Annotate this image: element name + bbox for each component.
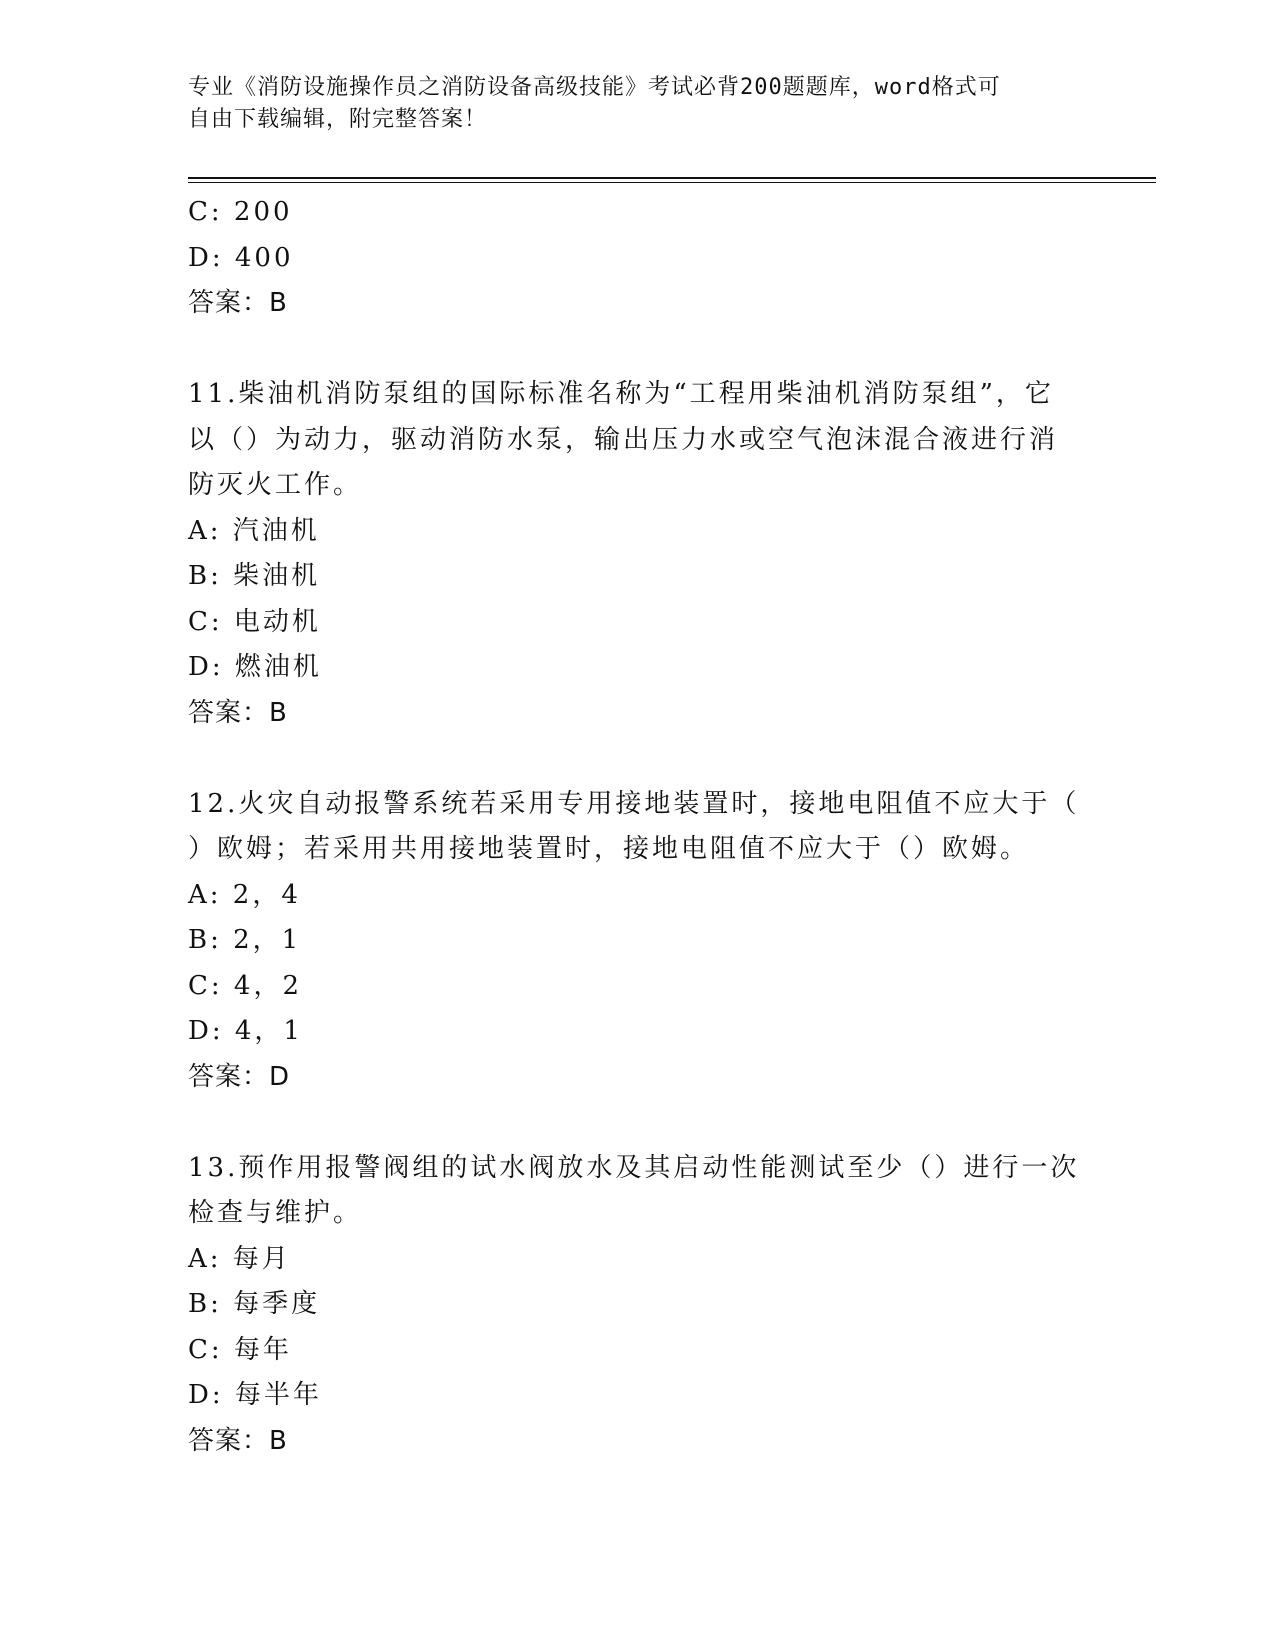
question-text-line: 以（）为动力，驱动消防水泵，输出压力水或空气泡沫混合液进行消 [188, 424, 1059, 455]
option-a: A: 2，4 [188, 879, 301, 910]
option-d: D: 4，1 [188, 1016, 303, 1046]
question-text-line: 11.柴油机消防泵组的国际标准名称为“工程用柴油机消防泵组”，它 [188, 379, 1054, 409]
document-header [188, 72, 1088, 136]
header-line-1: 专业《消防设施操作员之消防设备高级技能》考试必背200题题库，word格式可 [188, 75, 1001, 100]
answer-line: 答案：D [188, 1061, 291, 1092]
option-c: C: 4，2 [188, 970, 303, 1001]
option-d: D: 400 [188, 242, 294, 273]
header-line-2: 自由下载编辑，附完整答案！ [188, 107, 488, 132]
question-text-line: 12.火灾自动报警系统若采用专用接地装置时，接地电阻值不应大于（ [188, 788, 1080, 819]
question-content [188, 190, 1088, 1464]
option-b: B: 柴油机 [188, 561, 321, 591]
option-a: A: 汽油机 [188, 515, 320, 546]
question-13 [188, 1146, 1088, 1465]
question-text-line: ）欧姆；若采用共用接地装置时，接地电阻值不应大于（）欧姆。 [188, 834, 1030, 864]
header-divider-thin [188, 182, 1156, 183]
question-spacer [188, 1100, 1088, 1146]
option-c: C: 电动机 [188, 606, 321, 637]
option-b: B: 2，1 [188, 925, 302, 955]
header-divider-thick [188, 177, 1156, 179]
option-c: C: 200 [188, 197, 293, 227]
question-spacer [188, 736, 1088, 782]
previous-question-tail [188, 190, 1088, 327]
question-text-line: 防灭火工作。 [188, 470, 363, 500]
option-a: A: 每月 [188, 1243, 291, 1274]
option-b: B: 每季度 [188, 1289, 321, 1319]
option-d: D: 每半年 [188, 1380, 322, 1410]
question-text-line: 检查与维护。 [188, 1198, 363, 1228]
question-text-line: 13.预作用报警阀组的试水阀放水及其启动性能测试至少（）进行一次 [188, 1152, 1080, 1183]
answer-line: 答案：B [188, 288, 288, 318]
answer-line: 答案：B [188, 1425, 288, 1456]
question-12 [188, 782, 1088, 1101]
question-11 [188, 372, 1088, 736]
answer-line: 答案：B [188, 697, 288, 728]
option-c: C: 每年 [188, 1334, 292, 1365]
option-d: D: 燃油机 [188, 652, 322, 682]
question-spacer [188, 327, 1088, 373]
